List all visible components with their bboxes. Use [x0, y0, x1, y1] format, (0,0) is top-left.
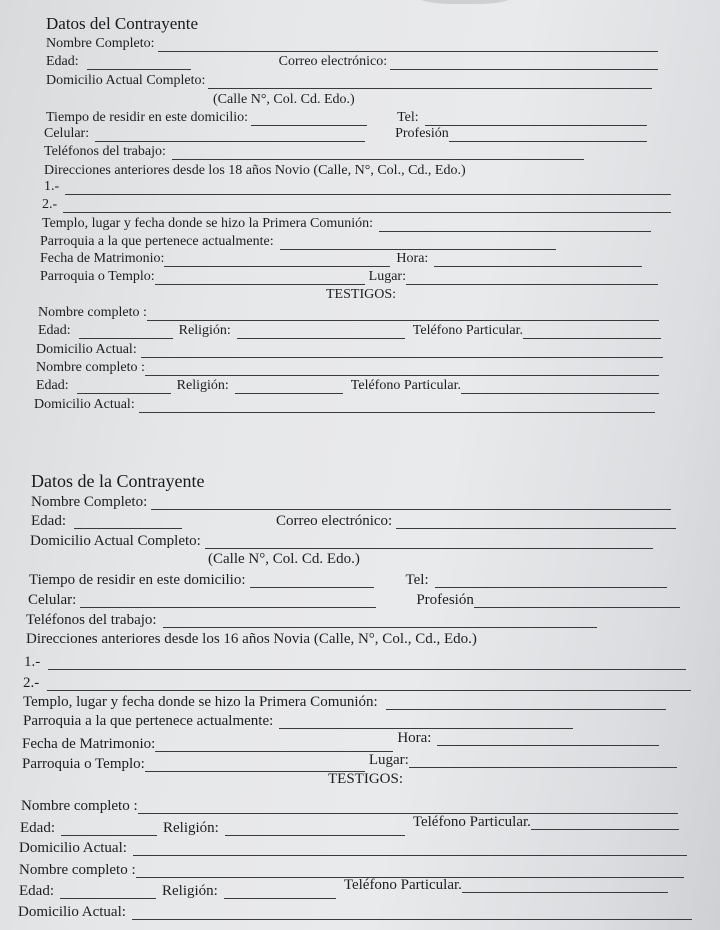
bride-first-communion-row: [23, 694, 666, 710]
bride-previous-address-2-row: [23, 675, 691, 691]
groom-parish-temple-field[interactable]: [155, 272, 365, 285]
bride-witness-1-name-label: Nombre completo :: [21, 798, 138, 814]
bride-residence-tel-row: [29, 572, 667, 588]
groom-witness-2-phone-field[interactable]: [461, 381, 659, 394]
groom-previous-address-2-label: 2.-: [42, 197, 58, 212]
groom-witness-1-age-field[interactable]: [79, 326, 173, 339]
groom-current-parish-row: [40, 234, 556, 250]
bride-witness-1-address-row: [19, 840, 687, 856]
groom-wedding-date-label: Fecha de Matrimonio:: [40, 251, 165, 266]
bride-mobile-label: Celular:: [28, 592, 77, 608]
groom-residence-time-label: Tiempo de residir en este domicilio:: [46, 110, 249, 125]
groom-previous-address-1-label: 1.-: [44, 179, 60, 194]
groom-wedding-date-row: [40, 251, 642, 267]
groom-full-name-field[interactable]: [158, 39, 658, 52]
bride-witness-2-name-row: [19, 862, 684, 878]
bride-place-field[interactable]: [409, 755, 677, 768]
groom-previous-address-1-row: [44, 179, 671, 195]
groom-work-phones-field[interactable]: [172, 147, 584, 160]
groom-witness-2-name-label: Nombre completo :: [36, 360, 145, 375]
groom-previous-address-1-field[interactable]: [65, 182, 671, 195]
groom-witness-2-name-field[interactable]: [145, 363, 659, 376]
bride-previous-addresses-label: Direcciones anteriores desde los 16 años Novia (Calle, N°, Col., Cd., Edo.): [26, 631, 477, 647]
paper-shadow: [420, 0, 510, 4]
bride-tel-label: Tel:: [405, 572, 429, 588]
groom-previous-addresses-label: Direcciones anteriores desde los 18 años Novio (Calle, N°, Col., Cd., Edo.): [44, 163, 466, 178]
bride-mobile-field[interactable]: [80, 595, 376, 608]
bride-time-label: Hora:: [397, 730, 432, 746]
groom-profession-field[interactable]: [449, 129, 647, 142]
bride-witness-1-religion-label: Religión:: [163, 820, 219, 836]
bride-mobile-profession-row: [28, 592, 680, 608]
bride-witness-2-age-label: Edad:: [19, 883, 54, 899]
bride-age-field[interactable]: [74, 516, 182, 529]
bride-previous-address-1-row: [24, 654, 686, 670]
groom-witness-1-phone-label: Teléfono Particular.: [412, 323, 523, 338]
bride-witness-2-religion-field[interactable]: [224, 886, 336, 899]
bride-witness-1-religion-field[interactable]: [225, 823, 405, 836]
bride-age-email-row: [31, 513, 676, 529]
bride-full-name-field[interactable]: [151, 497, 671, 510]
groom-witness-2-address-label: Domicilio Actual:: [34, 397, 135, 412]
groom-age-email-row: [46, 54, 658, 70]
groom-witnesses-title: TESTIGOS:: [326, 287, 396, 302]
bride-witness-2-phone-label: Teléfono Particular.: [343, 877, 462, 893]
bride-address-hint: (Calle N°, Col. Cd. Edo.): [208, 551, 360, 567]
groom-mobile-field[interactable]: [95, 129, 365, 142]
groom-email-field[interactable]: [390, 57, 658, 70]
bride-witness-2-phone-field[interactable]: [462, 880, 668, 893]
groom-place-label: Lugar:: [368, 269, 406, 284]
groom-witness-1-name-field[interactable]: [147, 308, 659, 321]
groom-witness-1-religion-label: Religión:: [178, 323, 231, 338]
groom-witness-1-age-label: Edad:: [38, 323, 71, 338]
bride-witness-2-age-field[interactable]: [60, 886, 156, 899]
bride-parish-place-row: [22, 752, 677, 772]
groom-witness-2-phone-label: Teléfono Particular.: [350, 378, 461, 393]
bride-age-label: Edad:: [31, 513, 66, 529]
bride-first-communion-field[interactable]: [386, 697, 666, 710]
groom-witness-2-address-row: [34, 397, 655, 413]
groom-parish-temple-label: Parroquia o Templo:: [40, 269, 155, 284]
groom-residence-time-field[interactable]: [251, 113, 367, 126]
groom-first-communion-row: [42, 216, 651, 232]
groom-section-title: Datos del Contrayente: [46, 14, 199, 33]
bride-address-field[interactable]: [205, 536, 653, 549]
bride-witness-2-details-row: [19, 877, 668, 899]
groom-mobile-profession-row: [44, 126, 647, 142]
bride-witness-1-address-label: Domicilio Actual:: [19, 840, 127, 856]
bride-witnesses-title: TESTIGOS:: [328, 771, 403, 787]
groom-wedding-date-field[interactable]: [164, 254, 390, 267]
bride-witness-2-name-label: Nombre completo :: [19, 862, 136, 878]
bride-full-name-label: Nombre Completo:: [31, 494, 148, 510]
groom-witness-2-address-field[interactable]: [139, 400, 655, 413]
groom-full-name-row: [46, 36, 658, 52]
bride-previous-address-1-label: 1.-: [24, 654, 41, 670]
bride-previous-address-2-label: 2.-: [23, 675, 40, 691]
groom-work-phones-row: [44, 144, 584, 160]
bride-previous-addresses-heading: [26, 631, 477, 647]
groom-witness-2-details-row: [36, 378, 659, 394]
bride-witness-2-address-field[interactable]: [132, 907, 692, 920]
groom-witness-2-religion-label: Religión:: [176, 378, 229, 393]
bride-witness-1-age-field[interactable]: [61, 823, 157, 836]
bride-residence-time-field[interactable]: [250, 575, 374, 588]
groom-address-hint: (Calle N°, Col. Cd. Edo.): [213, 92, 355, 107]
groom-witness-2-name-row: [36, 360, 659, 376]
bride-work-phones-row: [26, 612, 597, 628]
bride-witness-1-phone-field[interactable]: [531, 817, 679, 830]
bride-email-field[interactable]: [396, 516, 676, 529]
groom-previous-addresses-heading: [44, 163, 466, 179]
groom-first-communion-field[interactable]: [379, 219, 651, 232]
bride-witness-1-phone-label: Teléfono Particular.: [412, 814, 531, 830]
bride-place-label: Lugar:: [368, 752, 409, 768]
bride-previous-address-2-field[interactable]: [47, 678, 691, 691]
bride-witness-1-name-field[interactable]: [138, 801, 678, 814]
bride-address-label: Domicilio Actual Completo:: [30, 533, 201, 549]
groom-email-label: Correo electrónico:: [278, 54, 388, 69]
bride-address-row: [30, 533, 653, 549]
groom-full-name-label: Nombre Completo:: [46, 36, 155, 51]
groom-witness-2-religion-field[interactable]: [235, 381, 343, 394]
groom-place-field[interactable]: [406, 272, 658, 285]
bride-wedding-date-field[interactable]: [155, 739, 393, 752]
groom-witness-1-address-row: [36, 342, 663, 358]
bride-current-parish-label: Parroquia a la que pertenece actualmente:: [23, 713, 274, 729]
bride-witness-2-religion-label: Religión:: [162, 883, 218, 899]
bride-section-title: Datos de la Contrayente: [31, 471, 205, 491]
groom-tel-label: Tel:: [397, 110, 419, 125]
groom-witness-1-phone-field[interactable]: [523, 326, 661, 339]
groom-work-phones-label: Teléfonos del trabajo:: [44, 144, 166, 159]
groom-previous-address-2-row: [42, 197, 671, 213]
groom-parish-place-row: [40, 269, 658, 285]
groom-address-row: [46, 73, 652, 89]
groom-witness-1-address-field[interactable]: [141, 345, 663, 358]
groom-time-label: Hora:: [396, 251, 429, 266]
groom-time-field[interactable]: [434, 254, 642, 267]
groom-address-label: Domicilio Actual Completo:: [46, 73, 206, 88]
groom-current-parish-field[interactable]: [280, 237, 556, 250]
bride-witness-1-address-field[interactable]: [133, 843, 687, 856]
bride-work-phones-label: Teléfonos del trabajo:: [26, 612, 157, 628]
groom-mobile-label: Celular:: [44, 126, 90, 141]
bride-current-parish-row: [23, 713, 573, 729]
groom-age-label: Edad:: [46, 54, 79, 69]
bride-current-parish-field[interactable]: [279, 716, 573, 729]
groom-first-communion-label: Templo, lugar y fecha donde se hizo la Primera Comunión:: [42, 216, 374, 231]
bride-wedding-date-label: Fecha de Matrimonio:: [22, 736, 156, 752]
bride-parish-temple-label: Parroquia o Templo:: [22, 756, 145, 772]
bride-tel-field[interactable]: [435, 575, 667, 588]
groom-profession-label: Profesión: [395, 126, 449, 141]
bride-profession-label: Profesión: [416, 592, 474, 608]
bride-wedding-date-row: [22, 730, 659, 752]
bride-witness-1-details-row: [20, 814, 679, 836]
bride-witness-2-address-label: Domicilio Actual:: [18, 904, 126, 920]
bride-witness-1-age-label: Edad:: [20, 820, 55, 836]
groom-witness-2-age-field[interactable]: [77, 381, 171, 394]
bride-full-name-row: [31, 494, 671, 510]
groom-age-field[interactable]: [87, 57, 191, 70]
bride-profession-field[interactable]: [474, 595, 680, 608]
groom-witness-1-name-row: [38, 305, 659, 321]
groom-witness-1-address-label: Domicilio Actual:: [36, 342, 137, 357]
groom-witness-1-name-label: Nombre completo :: [38, 305, 147, 320]
bride-previous-address-1-field[interactable]: [48, 657, 686, 670]
groom-current-parish-label: Parroquia a la que pertenece actualmente:: [40, 234, 274, 249]
groom-tel-field[interactable]: [425, 113, 647, 126]
groom-address-field[interactable]: [208, 76, 652, 89]
groom-residence-tel-row: [46, 110, 647, 126]
bride-time-field[interactable]: [437, 733, 659, 746]
bride-witness-1-name-row: [21, 798, 678, 814]
bride-witness-2-address-row: [18, 904, 692, 920]
groom-witness-1-religion-field[interactable]: [237, 326, 405, 339]
bride-residence-time-label: Tiempo de residir en este domicilio:: [29, 572, 246, 588]
groom-previous-address-2-field[interactable]: [63, 200, 671, 213]
bride-first-communion-label: Templo, lugar y fecha donde se hizo la Primera Comunión:: [23, 694, 378, 710]
groom-witness-1-details-row: [38, 323, 661, 339]
bride-email-label: Correo electrónico:: [276, 513, 393, 529]
bride-work-phones-field[interactable]: [163, 615, 597, 628]
groom-witness-2-age-label: Edad:: [36, 378, 69, 393]
